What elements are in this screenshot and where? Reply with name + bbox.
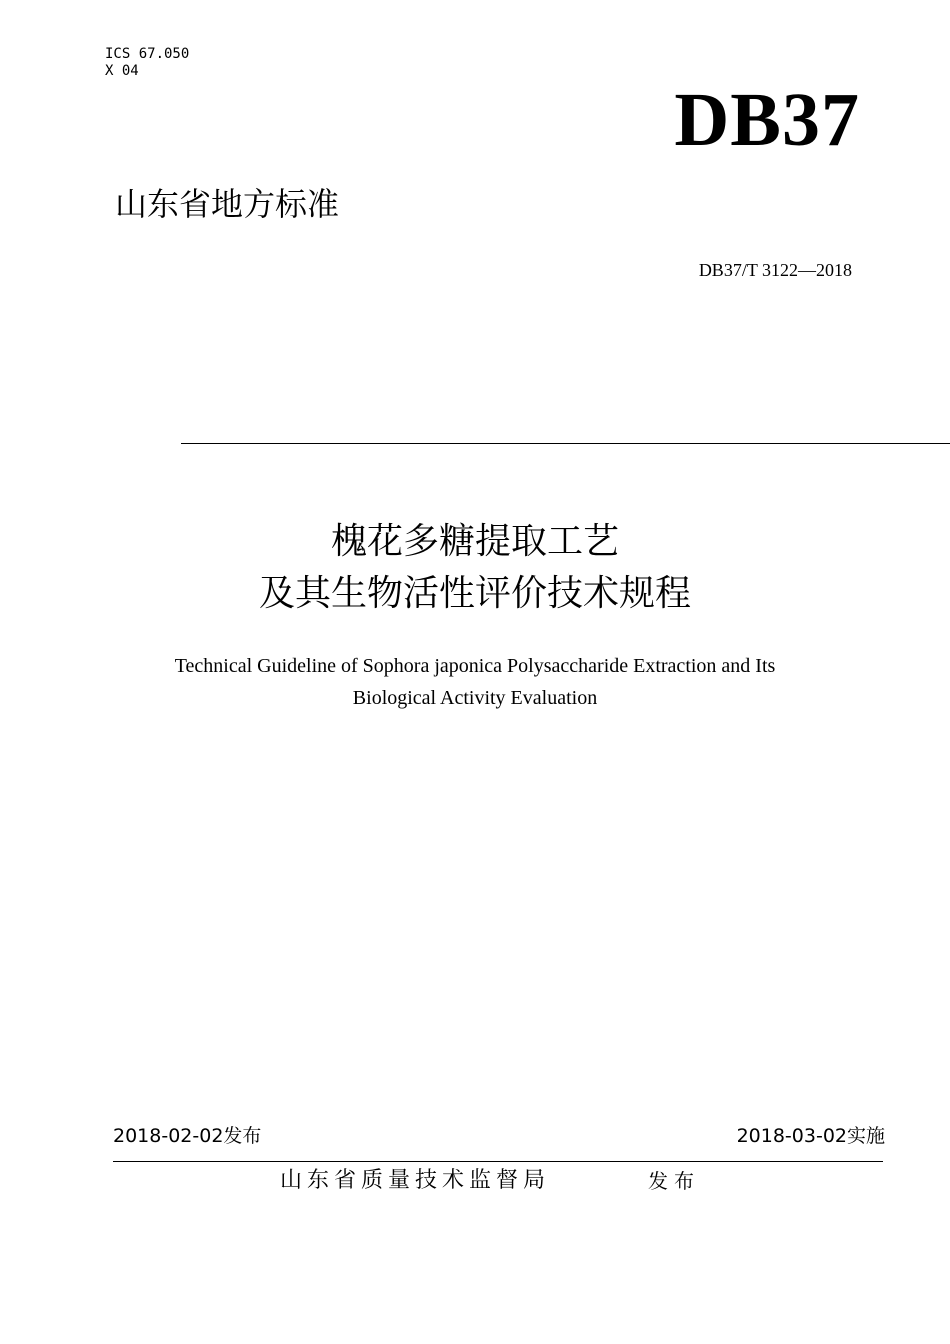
title-en-line-2: Biological Activity Evaluation: [352, 687, 598, 709]
document-title-en: [100, 650, 850, 714]
title-zh-line-2: 及其生物活性评价技术规程: [258, 573, 691, 614]
title-en-line-1: Technical Guideline of Sophora japonica Polysaccharide Extraction and Its: [174, 655, 776, 677]
bottom-divider: [113, 1161, 883, 1162]
effective-date: 2018-03-02实施: [736, 1125, 885, 1147]
issued-label: 发布: [648, 1169, 700, 1193]
top-divider: [181, 443, 950, 444]
ccs-code: X 04: [105, 63, 139, 79]
ics-code: ICS 67.050: [105, 46, 190, 62]
publish-date: 2018-02-02发布: [113, 1125, 262, 1147]
title-zh-line-1: 槐花多糖提取工艺: [330, 521, 619, 562]
issuing-authority: 山东省质量技术监督局: [280, 1168, 551, 1193]
standard-number: DB37/T 3122—2018: [698, 260, 852, 280]
standard-logo: DB37: [674, 78, 860, 162]
classification-codes: [105, 46, 189, 80]
document-title-zh: [0, 516, 950, 620]
standard-type-heading: 山东省地方标准: [115, 185, 340, 223]
